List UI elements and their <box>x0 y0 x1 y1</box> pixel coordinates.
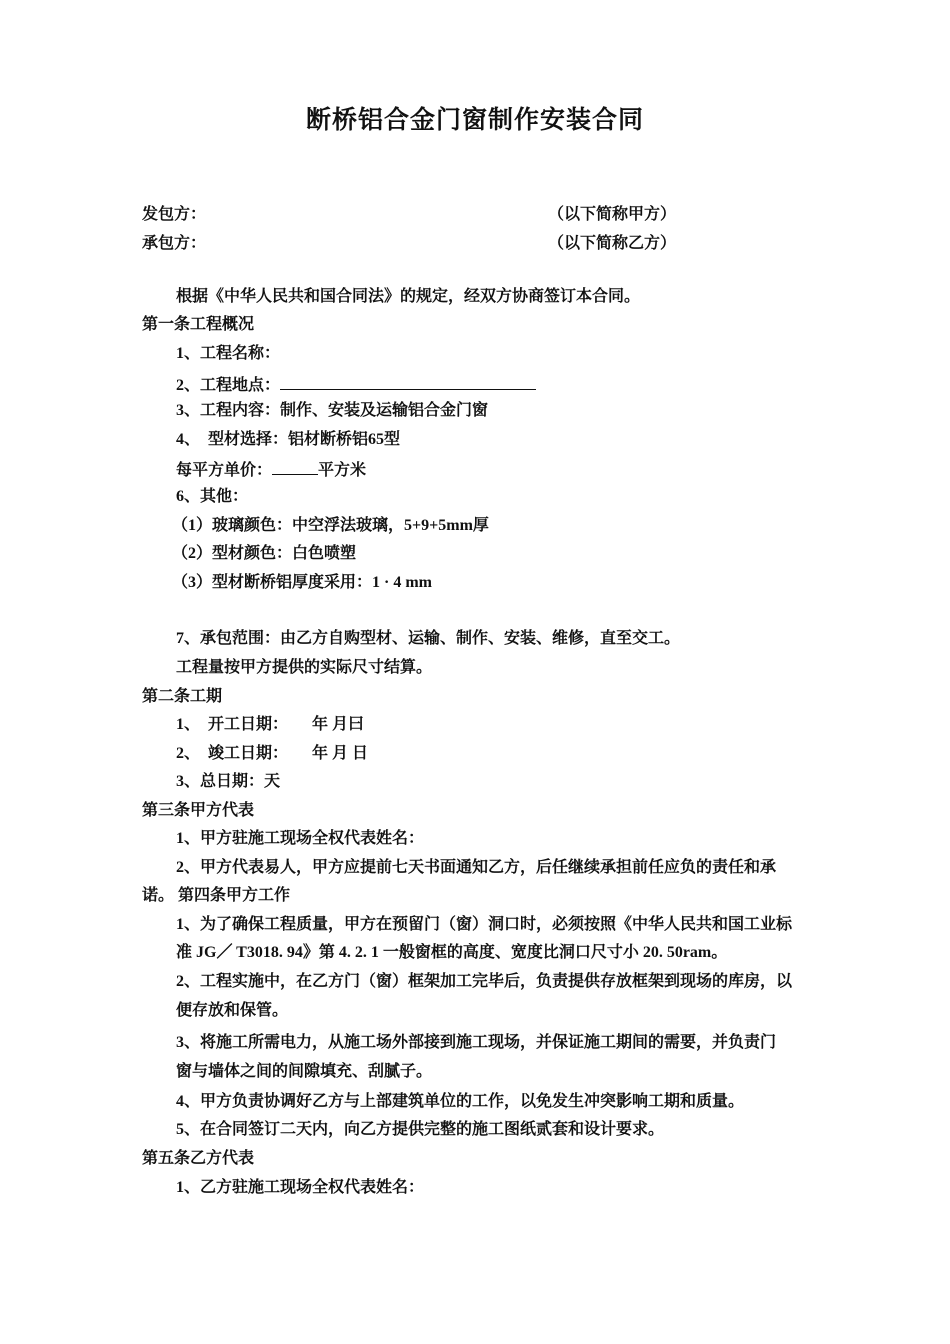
start-date-line: 1、 开工日期： 年 月曰 <box>176 716 365 733</box>
rep-change-line-2: 诺。 第四条甲方工作 <box>142 887 291 904</box>
project-location-blank <box>280 373 536 390</box>
document-title: 断桥铝合金门窗制作安装合同 <box>305 107 644 134</box>
power-line-1: 3、将施工所需电力，从施工场外部接到施工现场，并保证施工期间的需要，并负责门 <box>176 1034 777 1051</box>
quality-line-2: 准 JG／ T3018. 94》第 4. 2. 1 一般窗框的高度、宽度比洞口尺寸小 20. 50ram。 <box>176 944 728 961</box>
project-name-line: 1、工程名称： <box>176 345 281 362</box>
power-line-2: 窗与墙体之间的间隙填充、刮腻子。 <box>176 1063 433 1080</box>
article-2-heading: 第二条工期 <box>142 688 223 705</box>
party-a-note: （以下简称甲方） <box>548 206 677 223</box>
contract-scope-line: 7、承包范围：由乙方自购型材、运输、制作、安装、维修，直至交工。 <box>176 630 681 647</box>
party-b-label: 承包方： <box>142 235 207 252</box>
settlement-line: 工程量按甲方提供的实际尺寸结算。 <box>176 659 433 676</box>
project-content-line: 3、工程内容：制作、安装及运输铝合金门窗 <box>176 402 489 419</box>
unit-price-unit: 平方米 <box>318 462 367 479</box>
coordination-line: 4、甲方负责协调好乙方与上部建筑单位的工作，以免发生冲突影响工期和质量。 <box>176 1093 745 1110</box>
profile-color-line: （2）型材颜色：白色喷塑 <box>172 545 357 562</box>
project-location-line <box>176 373 536 396</box>
project-location-label: 2、工程地点： <box>176 377 281 394</box>
party-a-label: 发包方： <box>142 206 207 223</box>
other-line: 6、其他： <box>176 488 249 505</box>
material-choice-line: 4、 型材选择：铝材断桥铝65型 <box>176 431 401 448</box>
article-5-heading: 第五条乙方代表 <box>142 1150 255 1167</box>
unit-price-blank <box>272 458 318 475</box>
rep-change-line-1: 2、甲方代表易人，甲方应提前七天书面通知乙方，后任继续承担前任应负的责任和承 <box>176 859 777 876</box>
total-duration-line: 3、总日期：天 <box>176 773 281 790</box>
storage-line-2: 便存放和保管。 <box>176 1002 289 1019</box>
profile-thickness-line: （3）型材断桥铝厚度采用：1 · 4 mm <box>172 574 432 591</box>
glass-color-line: （1）玻璃颜色：中空浮法玻璃，5+9+5mm厚 <box>172 517 489 534</box>
unit-price-label: 每平方单价： <box>176 462 273 479</box>
party-b-rep-line: 1、乙方驻施工现场全权代表姓名： <box>176 1179 425 1196</box>
unit-price-line <box>176 458 366 481</box>
article-3-heading: 第三条甲方代表 <box>142 802 255 819</box>
storage-line-1: 2、工程实施中，在乙方门（窗）框架加工完毕后，负责提供存放框架到现场的库房，以 <box>176 973 793 990</box>
drawings-line: 5、在合同签订二天内，向乙方提供完整的施工图纸贰套和设计要求。 <box>176 1121 665 1138</box>
party-b-note: （以下简称乙方） <box>548 235 677 252</box>
intro-paragraph: 根据《中华人民共和国合同法》的规定，经双方协商签订本合同。 <box>176 288 641 305</box>
article-1-heading: 第一条工程概况 <box>142 316 255 333</box>
completion-date-line: 2、 竣工日期： 年 月 日 <box>176 745 369 762</box>
party-a-rep-line: 1、甲方驻施工现场全权代表姓名： <box>176 830 425 847</box>
quality-line-1: 1、为了确保工程质量，甲方在预留门（窗）洞口时，必须按照《中华人民共和国工业标 <box>176 916 793 933</box>
